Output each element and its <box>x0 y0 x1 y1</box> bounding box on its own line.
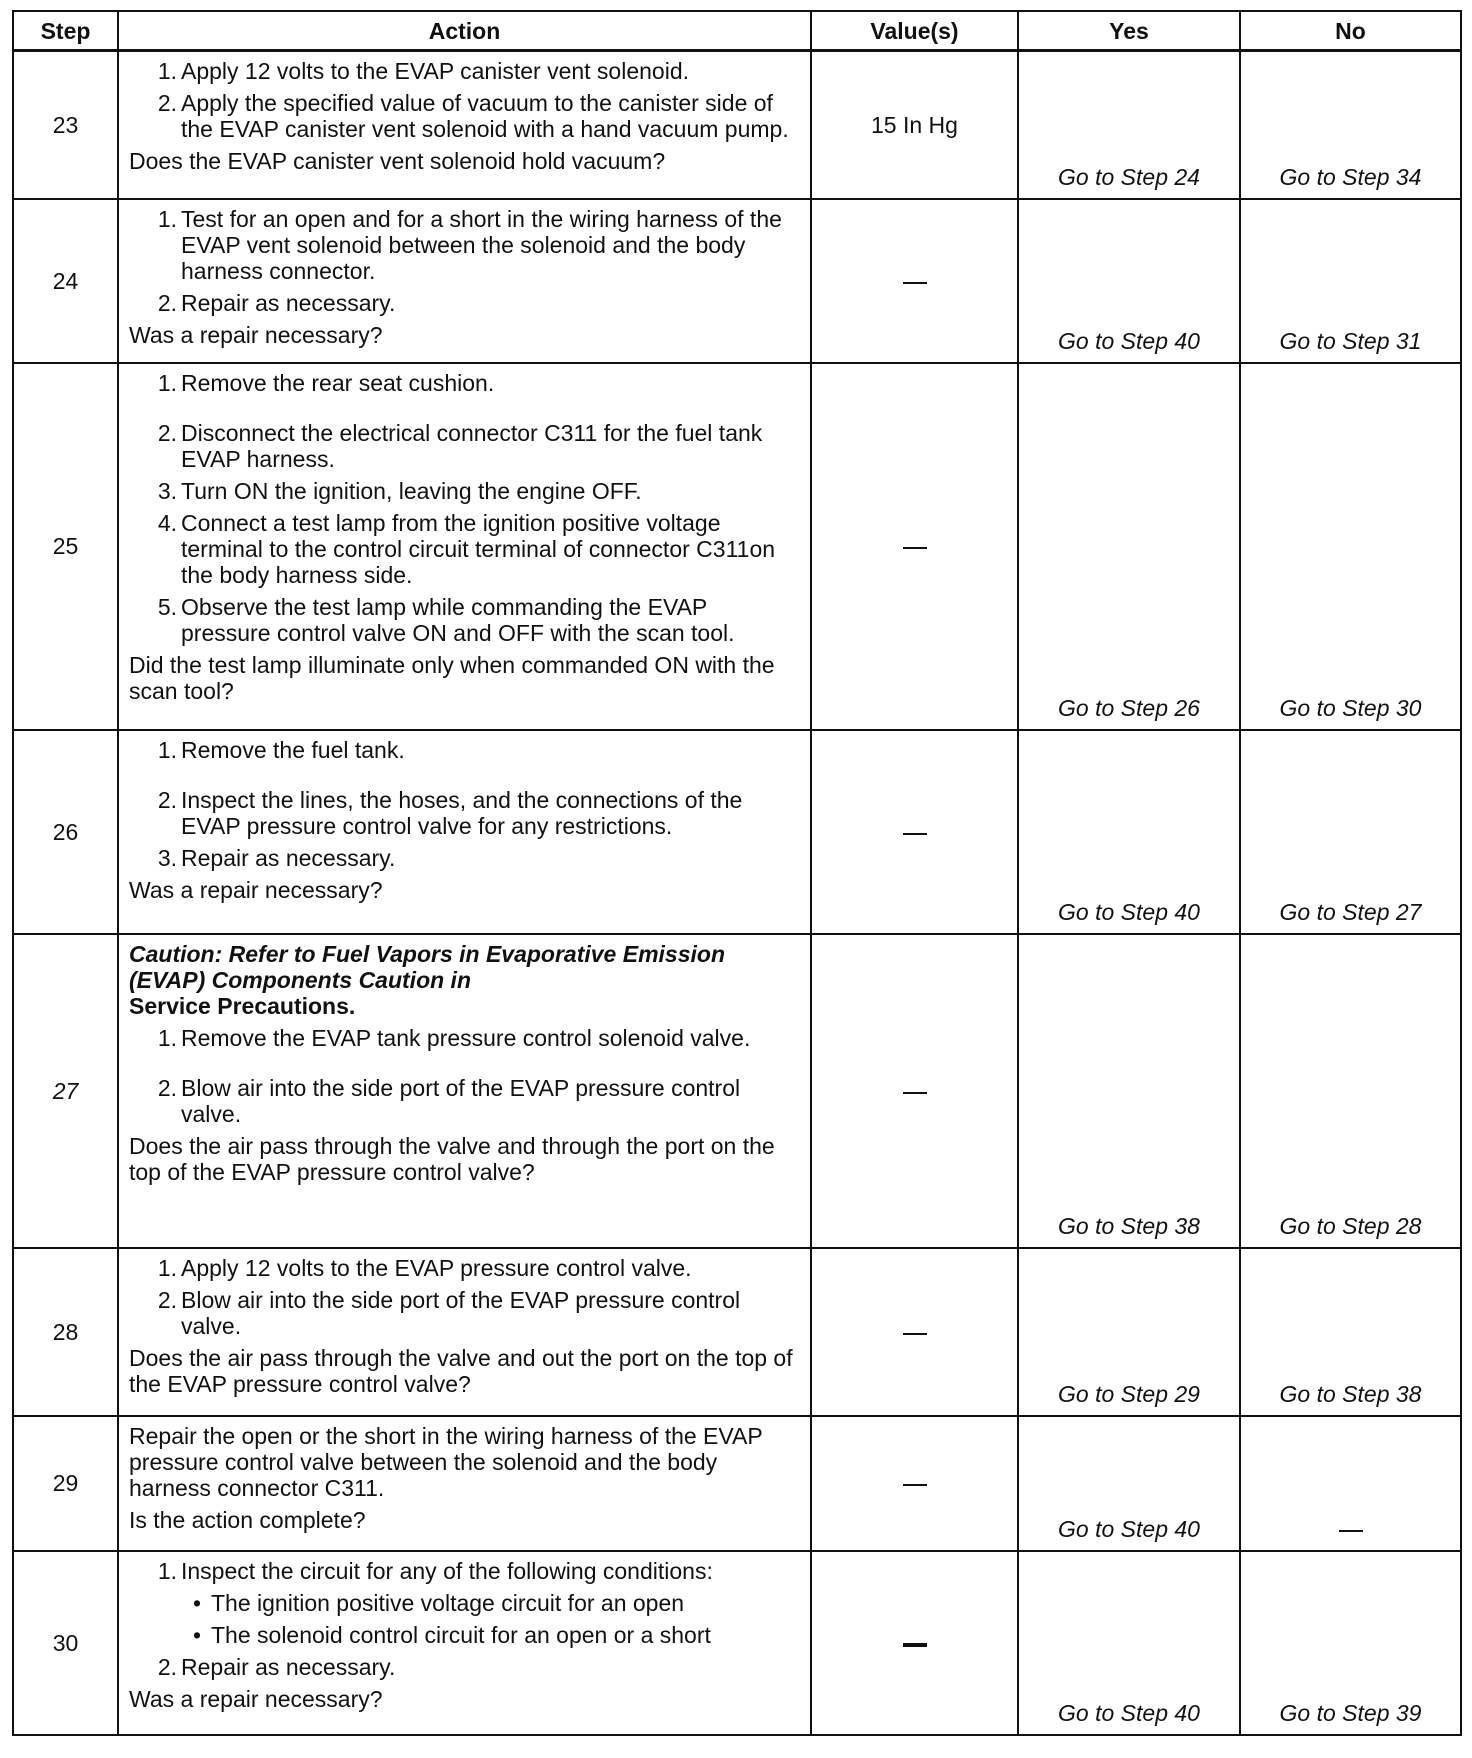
action-item: 2. Inspect the lines, the hoses, and the connections of the EVAP pressure control valve for any restrictions. <box>157 786 743 839</box>
action-question: Was a repair necessary? <box>129 321 383 348</box>
header-row <box>13 11 1461 51</box>
yes-cell: Go to Step 40 <box>1018 199 1240 363</box>
step-number: 25 <box>13 363 118 729</box>
action-item: 2. Apply the specified value of vacuum to the canister side of the EVAP canister vent solenoid with a hand vacuum pump. <box>157 90 789 142</box>
action-text: Repair the open or the short in the wiring harness of the EVAP pressure control valve between the solenoid and the body harness connector C311. <box>129 1422 763 1501</box>
no-cell: Go to Step 27 <box>1240 730 1461 934</box>
action-cell <box>118 730 811 934</box>
action-question: Did the test lamp illuminate only when commanded ON with the scan tool? <box>129 652 775 705</box>
table-row-step-26 <box>13 730 1461 934</box>
action-item: 1. Remove the fuel tank. <box>157 736 405 763</box>
yes-cell: Go to Step 24 <box>1018 51 1240 199</box>
action-cell <box>118 1551 811 1735</box>
action-item: 3. Repair as necessary. <box>157 844 396 871</box>
header-values: Value(s) <box>811 11 1018 51</box>
value-cell <box>811 1551 1018 1735</box>
action-item: 2. Repair as necessary. <box>157 289 396 316</box>
action-item: 1. Test for an open and for a short in the wiring harness of the EVAP vent solenoid between the solenoid and the body harness connector. <box>157 205 782 284</box>
header-step: Step <box>13 11 118 51</box>
step-number: 27 <box>13 934 118 1248</box>
action-item: 1. Apply 12 volts to the EVAP canister vent solenoid. <box>157 58 689 84</box>
action-item: 1. Remove the EVAP tank pressure control solenoid valve. <box>157 1024 751 1051</box>
value-cell <box>811 363 1018 729</box>
action-question: Was a repair necessary? <box>129 1685 383 1712</box>
yes-cell: Go to Step 26 <box>1018 363 1240 729</box>
no-cell <box>1240 1416 1461 1551</box>
dash-mark <box>903 282 927 284</box>
table-row-step-24 <box>13 199 1461 363</box>
dash-mark <box>903 1643 927 1647</box>
value-cell <box>811 1248 1018 1416</box>
caution-reference: Service Precautions. <box>129 992 356 1019</box>
caution-text: Caution: Refer to Fuel Vapors in Evaporative Emission (EVAP) Components Caution in <box>129 940 725 993</box>
table-row-step-23 <box>13 51 1461 199</box>
bullet-item: • The ignition positive voltage circuit for an open <box>193 1589 685 1616</box>
dash-mark <box>903 1333 927 1335</box>
action-item: 1. Apply 12 volts to the EVAP pressure control valve. <box>157 1254 692 1281</box>
action-cell <box>118 1248 811 1416</box>
action-cell <box>118 363 811 729</box>
dash-mark <box>903 1092 927 1094</box>
dash-mark <box>903 547 927 549</box>
table-row-step-30 <box>13 1551 1461 1735</box>
value-cell <box>811 934 1018 1248</box>
table-row-step-25 <box>13 363 1461 729</box>
step-number: 24 <box>13 199 118 363</box>
no-cell: Go to Step 31 <box>1240 199 1461 363</box>
header-action: Action <box>118 11 811 51</box>
value-cell <box>811 730 1018 934</box>
value-cell <box>811 1416 1018 1551</box>
step-number: 28 <box>13 1248 118 1416</box>
action-question: Does the EVAP canister vent solenoid hold vacuum? <box>129 148 666 174</box>
value-cell <box>811 199 1018 363</box>
yes-cell: Go to Step 38 <box>1018 934 1240 1248</box>
action-question: Does the air pass through the valve and through the port on the top of the EVAP pressure control valve? <box>129 1132 775 1185</box>
step-number: 26 <box>13 730 118 934</box>
action-item: 2. Disconnect the electrical connector C311 for the fuel tank EVAP harness. <box>157 420 763 473</box>
step-number: 30 <box>13 1551 118 1735</box>
action-item: 1. Remove the rear seat cushion. <box>157 370 495 397</box>
action-question: Does the air pass through the valve and out the port on the top of the EVAP pressure control valve? <box>129 1344 793 1397</box>
dash-mark <box>903 1484 927 1486</box>
action-item: 4. Connect a test lamp from the ignition positive voltage terminal to the control circuit terminal of connector C311on the body harness side. <box>157 510 776 589</box>
action-question: Was a repair necessary? <box>129 876 383 903</box>
no-cell: Go to Step 30 <box>1240 363 1461 729</box>
no-cell: Go to Step 34 <box>1240 51 1461 199</box>
action-item: 2. Repair as necessary. <box>157 1653 396 1680</box>
action-item: 3. Turn ON the ignition, leaving the engine OFF. <box>157 478 642 505</box>
table-row-step-29 <box>13 1416 1461 1551</box>
step-number: 23 <box>13 51 118 199</box>
action-item: 5. Observe the test lamp while commanding the EVAP pressure control valve ON and OFF with the scan tool. <box>157 594 735 647</box>
action-item: 2. Blow air into the side port of the EVAP pressure control valve. <box>157 1074 741 1127</box>
no-cell: Go to Step 39 <box>1240 1551 1461 1735</box>
yes-cell: Go to Step 40 <box>1018 1551 1240 1735</box>
diagnostic-table <box>12 10 1462 1736</box>
action-cell <box>118 51 811 199</box>
step-number: 29 <box>13 1416 118 1551</box>
header-no: No <box>1240 11 1461 51</box>
action-cell <box>118 1416 811 1551</box>
header-yes: Yes <box>1018 11 1240 51</box>
value-cell: 15 In Hg <box>811 51 1018 199</box>
action-item: 1. Inspect the circuit for any of the following conditions: <box>157 1557 713 1584</box>
table-row-step-27 <box>13 934 1461 1248</box>
no-cell: Go to Step 38 <box>1240 1248 1461 1416</box>
action-item: 2. Blow air into the side port of the EVAP pressure control valve. <box>157 1286 741 1339</box>
action-question: Is the action complete? <box>129 1506 366 1533</box>
dash-mark <box>903 833 927 835</box>
yes-cell: Go to Step 40 <box>1018 730 1240 934</box>
table-row-step-28 <box>13 1248 1461 1416</box>
no-cell: Go to Step 28 <box>1240 934 1461 1248</box>
action-cell <box>118 934 811 1248</box>
bullet-item: • The solenoid control circuit for an open or a short <box>193 1621 711 1648</box>
action-cell <box>118 199 811 363</box>
yes-cell: Go to Step 29 <box>1018 1248 1240 1416</box>
dash-mark <box>1339 1530 1363 1532</box>
yes-cell: Go to Step 40 <box>1018 1416 1240 1551</box>
